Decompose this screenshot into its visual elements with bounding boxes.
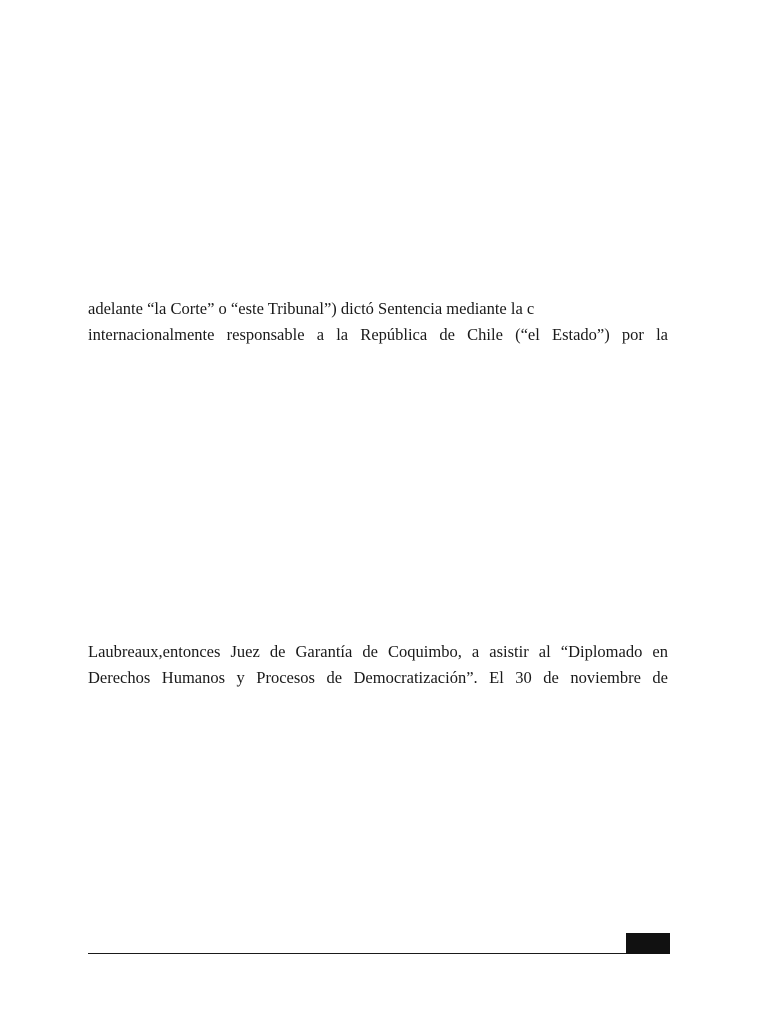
text-line: adelante “la Corte” o “este Tribunal”) dictó Sentencia mediante la c [88, 299, 535, 318]
text-line: internacionalmente responsable a la República de Chile (“el Estado”) por la [88, 325, 668, 344]
body-paragraph-1 [88, 296, 668, 348]
body-paragraph-2 [88, 639, 668, 691]
text-line: Laubreaux,entonces Juez de Garantía de Coquimbo, a asistir al “Diplomado en [88, 642, 668, 661]
text-line: Derechos Humanos y Procesos de Democratización”. El 30 de noviembre de [88, 668, 668, 687]
footer-rule [88, 953, 670, 954]
page-number-tab [626, 933, 670, 954]
